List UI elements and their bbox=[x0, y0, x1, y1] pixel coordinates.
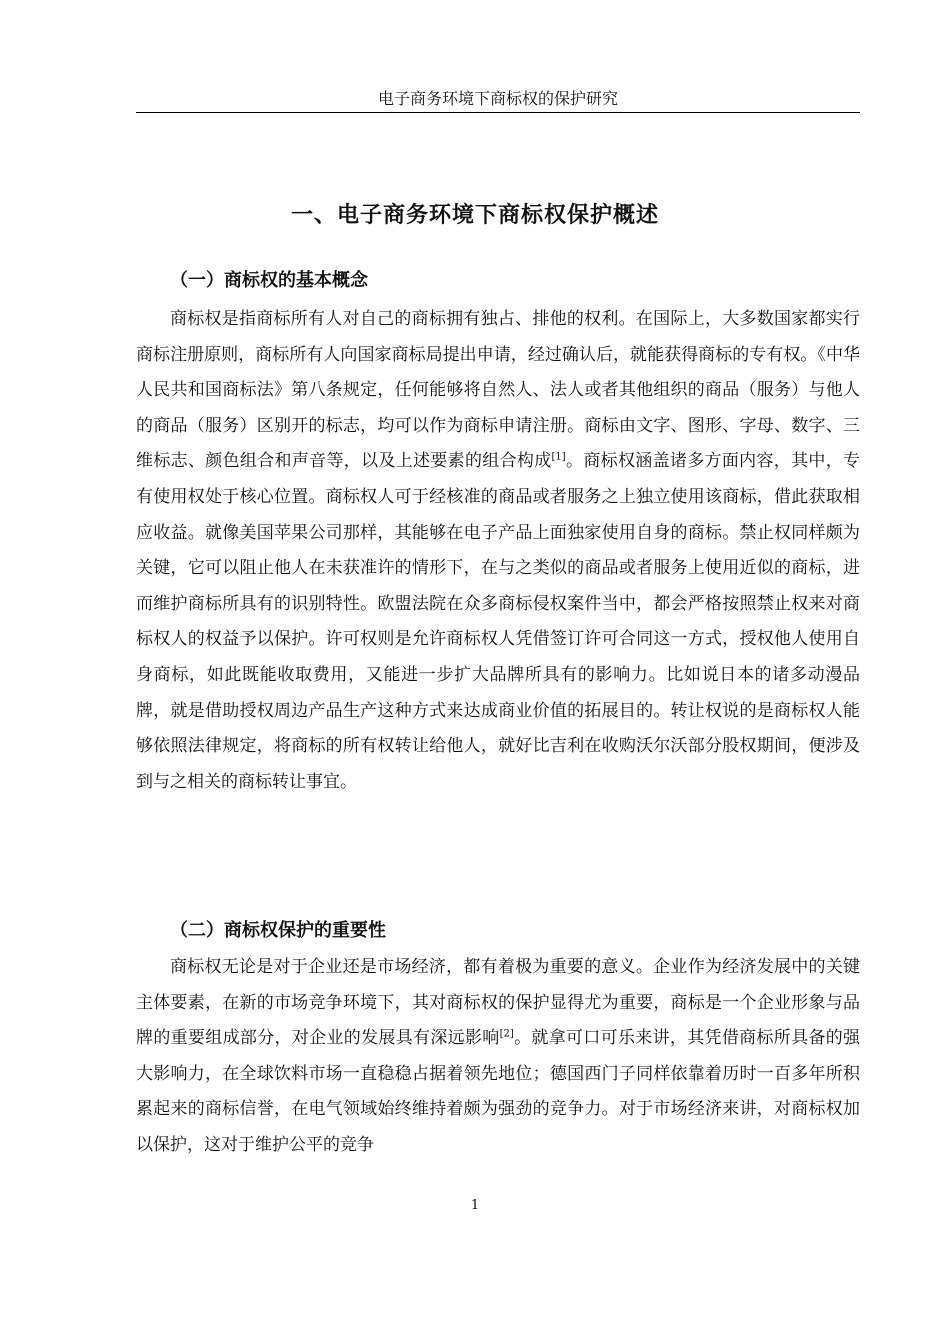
section-1-body bbox=[136, 302, 860, 800]
section-2-body bbox=[136, 950, 860, 1164]
running-header bbox=[136, 88, 860, 113]
citation-ref-2: [2] bbox=[499, 1028, 514, 1040]
section-heading-2: （二）商标权保护的重要性 bbox=[170, 920, 386, 941]
page-number: 1 bbox=[470, 1198, 480, 1213]
section-1-text-a: 商标权是指商标所有人对自己的商标拥有独占、排他的权利。在国际上，大多数国家都实行商标注册原则，商标所有人向国家商标局提出申请，经过确认后，就能获得商标的专有权。《中华人民共和国商标法》第八条规定，任何能够将自然人、法人或者其他组织的商品（服务）与他人的商品（服务）区别开的标志，均可以作为商标申请注册。商标由文字、图形、字母、数字、三维标志、颜色组合和声音等，以及上述要素的组合构成 bbox=[136, 309, 860, 472]
section-heading-1: （一）商标权的基本概念 bbox=[170, 270, 368, 291]
section-2-text-a: 商标权无论是对于企业还是市场经济，都有着极为重要的意义。企业作为经济发展中的关键主体要素，在新的市场竞争环境下，其对商标权的保护显得尤为重要，商标是一个企业形象与品牌的重要组成部分，对企业的发展具有深远影响 bbox=[136, 957, 860, 1049]
chapter-title: 一、电子商务环境下商标权保护概述 bbox=[290, 203, 659, 228]
section-2-text-b: 。就拿可口可乐来讲，其凭借商标所具备的强大影响力，在全球饮料市场一直稳稳占据着领先地位；德国西门子同样依靠着历时一百多年所积累起来的商标信誉，在电气领域始终维持着颇为强劲的竞争力。对于市场经济来讲，对商标权加以保护，这对于维护公平的竞争 bbox=[136, 1028, 861, 1155]
section-1-text-b: 。商标权涵盖诸多方面内容，其中，专有使用权处于核心位置。商标权人可于经核准的商品或者服务之上独立使用该商标，借此获取相应收益。就像美国苹果公司那样，其能够在电子产品上面独家使用自身的商标。禁止权同样颇为关键，它可以阻止他人在未获准许的情形下，在与之类似的商品或者服务上使用近似的商标，进而维护商标所具有的识别特性。欧盟法院在众多商标侵权案件当中，都会严格按照禁止权来对商标权人的权益予以保护。许可权则是允许商标权人凭借签订许可合同这一方式，授权他人使用自身商标，如此既能收取费用，又能进一步扩大品牌所具有的影响力。比如说日本的诸多动漫品牌，就是借助授权周边产品生产这种方式来达成商业价值的拓展目的。转让权说的是商标权人能够依照法律规定，将商标的所有权转让给他人，就好比吉利在收购沃尔沃部分股权期间，便涉及到与之相关的商标转让事宜。 bbox=[136, 451, 861, 792]
running-header-title: 电子商务环境下商标权的保护研究 bbox=[377, 89, 618, 108]
citation-ref-1: [1] bbox=[551, 451, 566, 463]
